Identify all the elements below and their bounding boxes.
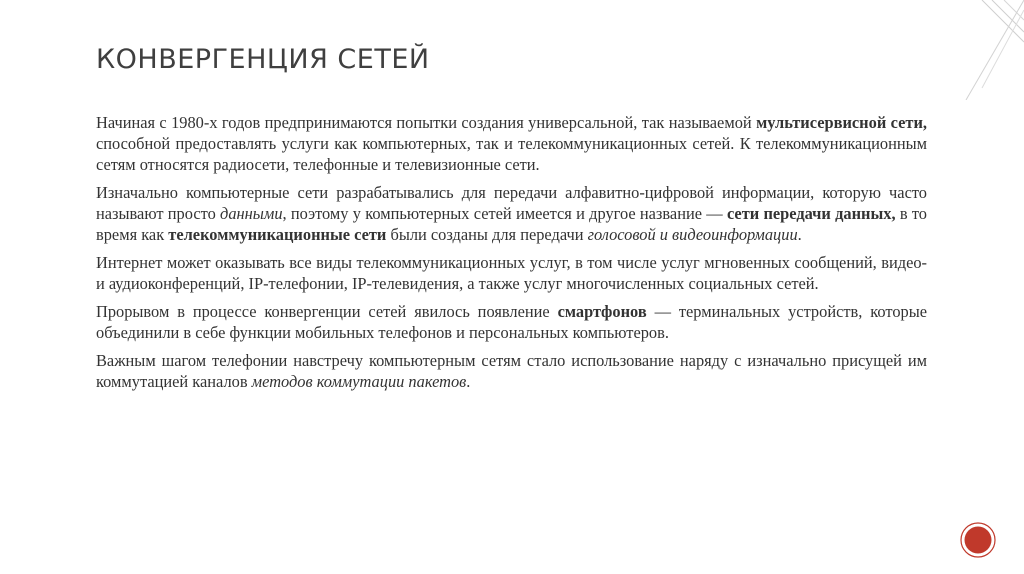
paragraph-text: были созданы для передачи (386, 225, 588, 244)
paragraph (96, 350, 927, 392)
term-voice-video: голосовой и видеоинформации (587, 225, 798, 244)
paragraph-text: — терминальных устройств, которые объединили в себе функции мобильных телефонов и персональных компьютеров. (96, 302, 927, 342)
term-packet-switching: методов коммутации пакетов (251, 372, 467, 391)
slide-title: КОНВЕРГЕНЦИЯ СЕТЕЙ (96, 44, 430, 75)
paragraph-text: Прорывом в процессе конвергенции сетей явилось появление (96, 302, 558, 321)
paragraph (96, 301, 927, 343)
term-smartphones: смартфонов (557, 302, 647, 321)
term-multiservice-network: мультисервисной сети, (756, 113, 927, 132)
paragraph-text: Изначально компьютерные сети разрабатывались для передачи алфавитно-цифровой информации, которую часто называют просто (96, 183, 927, 223)
paragraph-text: , поэтому у компьютерных сетей имеется и другое название — (282, 204, 727, 223)
paragraph-text: Интернет может оказывать все виды телекоммуникационных услуг, в том числе услуг мгновенных сообщений, видео- и аудиоконференций, IP-телефонии, IP-телевидения, а также услуг многочисленных социальных сетей. (96, 253, 927, 293)
slide-body (96, 112, 927, 399)
paragraph-text: способной предоставлять услуги как компьютерных, так и телекоммуникационных сетей. К телекоммуникационным сетям относятся радиосети, телефонные и телевизионные сети. (96, 134, 927, 174)
paragraph-text: Начиная с 1980-х годов предпринимаются попытки создания универсальной, так называемой (96, 113, 757, 132)
paragraph (96, 112, 927, 175)
paragraph (96, 252, 927, 294)
term-data: данными (220, 204, 283, 223)
paragraph (96, 182, 927, 245)
paragraph-text: . (466, 372, 471, 391)
slide-number-circle-icon (960, 522, 996, 558)
paragraph-text: Важным шагом телефонии навстречу компьютерным сетям стало использование наряду с изначально присущей им коммутацией каналов (96, 351, 927, 391)
term-data-networks: сети передачи данных, (726, 204, 896, 223)
corner-lines-icon (954, 0, 1024, 100)
paragraph-text: . (797, 225, 802, 244)
paragraph-text: в то время как (96, 204, 927, 244)
term-telecom-networks: телекоммуникационные сети (168, 225, 387, 244)
